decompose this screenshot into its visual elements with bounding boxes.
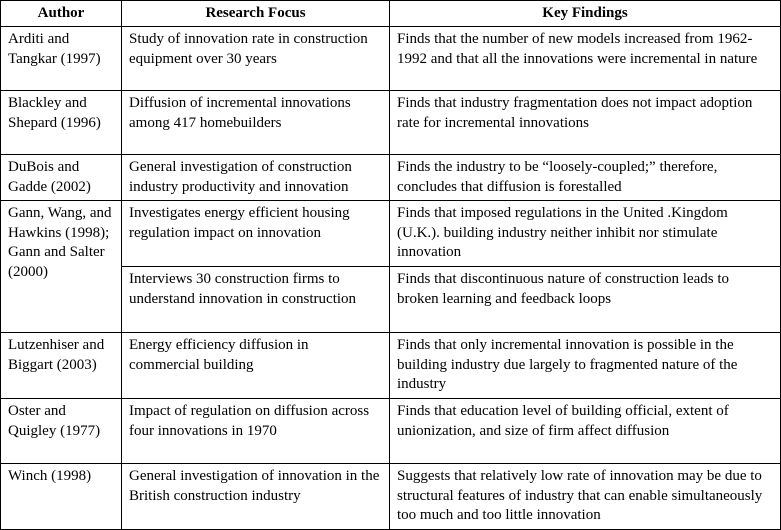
table-row: [1, 398, 781, 463]
table-row: [1, 463, 781, 529]
key-findings-cell: Finds that only incremental innovation is possible in the building industry due largely to fragmented nature of the industry: [390, 332, 781, 398]
key-findings-cell: Finds that education level of building official, extent of unionization, and size of firm affect diffusion: [390, 398, 781, 463]
author-cell: Gann, Wang, and Hawkins (1998); Gann and Salter (2000): [1, 201, 122, 333]
author-cell: Lutzenhiser and Biggart (2003): [1, 332, 122, 398]
author-cell: Winch (1998): [1, 463, 122, 529]
key-findings-cell: Finds that the number of new models increased from 1962-1992 and that all the innovations were incremental in nature: [390, 27, 781, 91]
author-cell: Arditi and Tangkar (1997): [1, 27, 122, 91]
table-row: [1, 332, 781, 398]
key-findings-cell: Suggests that relatively low rate of innovation may be due to structural features of industry that can enable simultaneously too much and too little innovation: [390, 463, 781, 529]
column-header-key-findings: Key Findings: [390, 1, 781, 27]
author-cell: DuBois and Gadde (2002): [1, 155, 122, 201]
column-header-research-focus: Research Focus: [122, 1, 390, 27]
author-cell: Blackley and Shepard (1996): [1, 91, 122, 155]
author-cell: Oster and Quigley (1977): [1, 398, 122, 463]
research-focus-cell: Investigates energy efficient housing regulation impact on innovation: [122, 201, 390, 267]
research-focus-cell: General investigation of construction industry productivity and innovation: [122, 155, 390, 201]
research-focus-cell: Diffusion of incremental innovations among 417 homebuilders: [122, 91, 390, 155]
key-findings-cell: Finds that industry fragmentation does not impact adoption rate for incremental innovations: [390, 91, 781, 155]
research-focus-cell: Impact of regulation on diffusion across four innovations in 1970: [122, 398, 390, 463]
header-row: [1, 1, 781, 27]
table-row: [1, 155, 781, 201]
table-row: [1, 201, 781, 267]
research-focus-cell: General investigation of innovation in the British construction industry: [122, 463, 390, 529]
key-findings-cell: Finds that imposed regulations in the United .Kingdom (U.K.). building industry neither inhibit nor stimulate innovation: [390, 201, 781, 267]
research-focus-cell: Interviews 30 construction firms to understand innovation in construction: [122, 266, 390, 332]
research-focus-cell: Study of innovation rate in construction equipment over 30 years: [122, 27, 390, 91]
research-focus-cell: Energy efficiency diffusion in commercial building: [122, 332, 390, 398]
table-row: [1, 91, 781, 155]
key-findings-cell: Finds the industry to be “loosely-coupled;” therefore, concludes that diffusion is forestalled: [390, 155, 781, 201]
column-header-author: Author: [1, 1, 122, 27]
table-row: [1, 27, 781, 91]
key-findings-cell: Finds that discontinuous nature of construction leads to broken learning and feedback loops: [390, 266, 781, 332]
